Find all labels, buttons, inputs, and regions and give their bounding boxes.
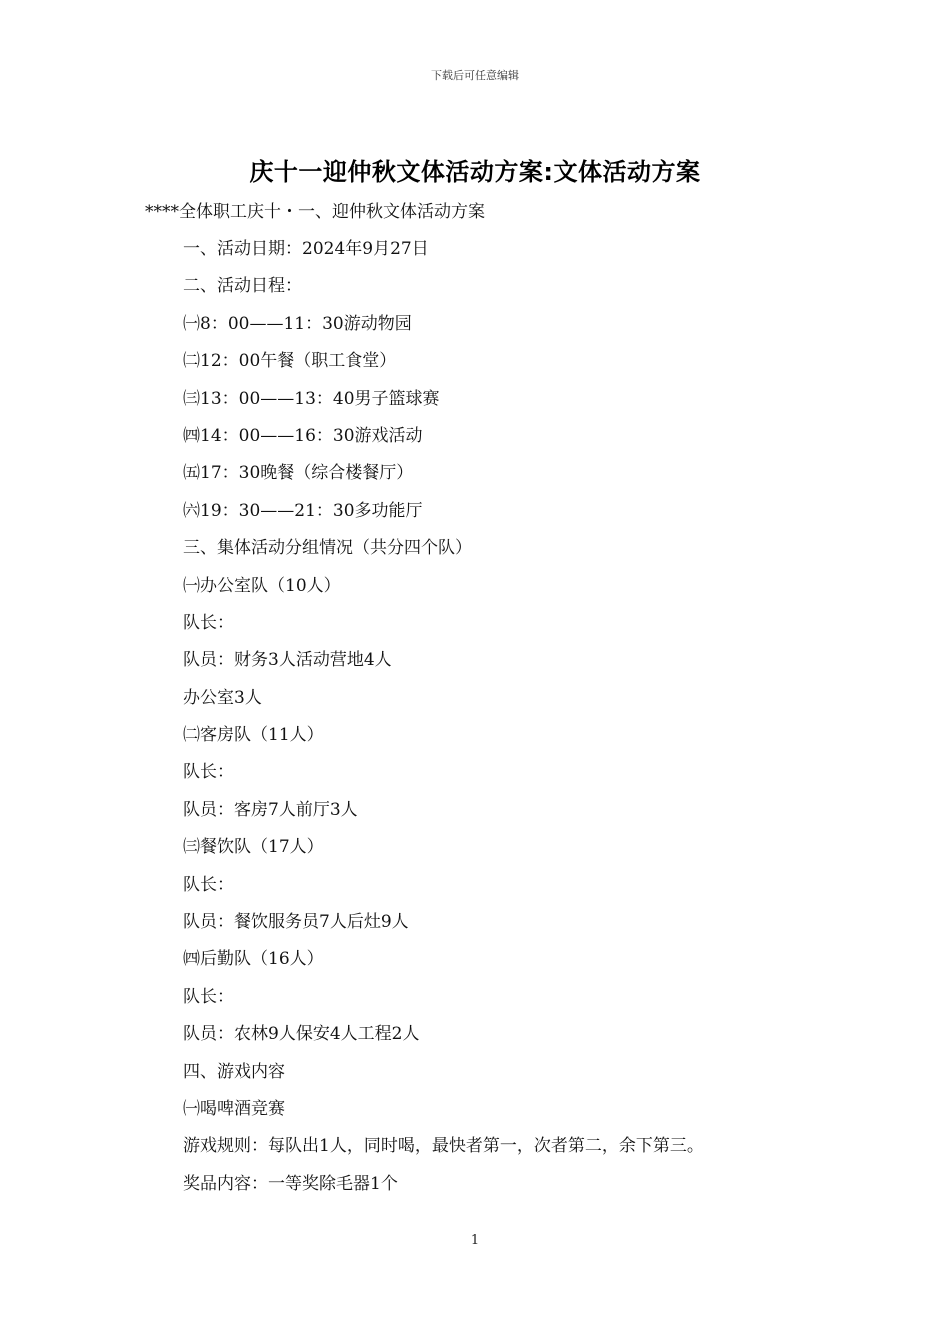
- body-line: 奖品内容：一等奖除毛器1个: [183, 1173, 398, 1194]
- body-line: 队员：客房7人前厅3人: [183, 799, 358, 820]
- body-line: ㈡12：00午餐（职工食堂）: [183, 351, 397, 372]
- body-line: 四、游戏内容: [183, 1061, 285, 1082]
- document-title: 庆十一迎仲秋文体活动方案:文体活动方案: [249, 158, 701, 186]
- body-line: 办公室3人: [183, 687, 262, 708]
- lead-line: ****全体职工庆十・一、迎仲秋文体活动方案: [145, 202, 485, 222]
- body-line: 三、集体活动分组情况（共分四个队）: [183, 538, 472, 559]
- body-line: ㈤17：30晚餐（综合楼餐厅）: [183, 463, 414, 484]
- body-line: ㈠喝啤酒竞赛: [183, 1098, 285, 1119]
- page-number: 1: [470, 1233, 480, 1248]
- body-line: 游戏规则：每队出1人，同时喝，最快者第一，次者第二，余下第三。: [183, 1136, 704, 1157]
- body-line: 队员：餐饮服务员7人后灶9人: [183, 912, 409, 933]
- body-line: 队员：农林9人保安4人工程2人: [183, 1024, 420, 1045]
- header-note: 下载后可任意编辑: [431, 69, 519, 82]
- body-line: 二、活动日程：: [183, 276, 302, 297]
- body-line: ㈠办公室队（10人）: [183, 575, 341, 596]
- body-line: ㈠8：00——11：30游动物园: [183, 313, 412, 334]
- document-body: [183, 238, 883, 1210]
- body-line: 队长：: [183, 874, 234, 895]
- body-line: ㈡客房队（11人）: [183, 725, 324, 746]
- body-line: ㈣后勤队（16人）: [183, 949, 324, 970]
- body-line: 队员：财务3人活动营地4人: [183, 650, 392, 671]
- body-line: ㈥19：30——21：30多功能厅: [183, 500, 423, 521]
- body-line: 队长：: [183, 762, 234, 783]
- body-line: 一、活动日期：2024年9月27日: [183, 239, 429, 259]
- body-line: ㈢13：00——13：40男子篮球赛: [183, 388, 440, 409]
- body-line: ㈣14：00——16：30游戏活动: [183, 425, 423, 446]
- body-line: 队长：: [183, 986, 234, 1007]
- body-line: ㈢餐饮队（17人）: [183, 837, 324, 858]
- body-line: 队长：: [183, 612, 234, 633]
